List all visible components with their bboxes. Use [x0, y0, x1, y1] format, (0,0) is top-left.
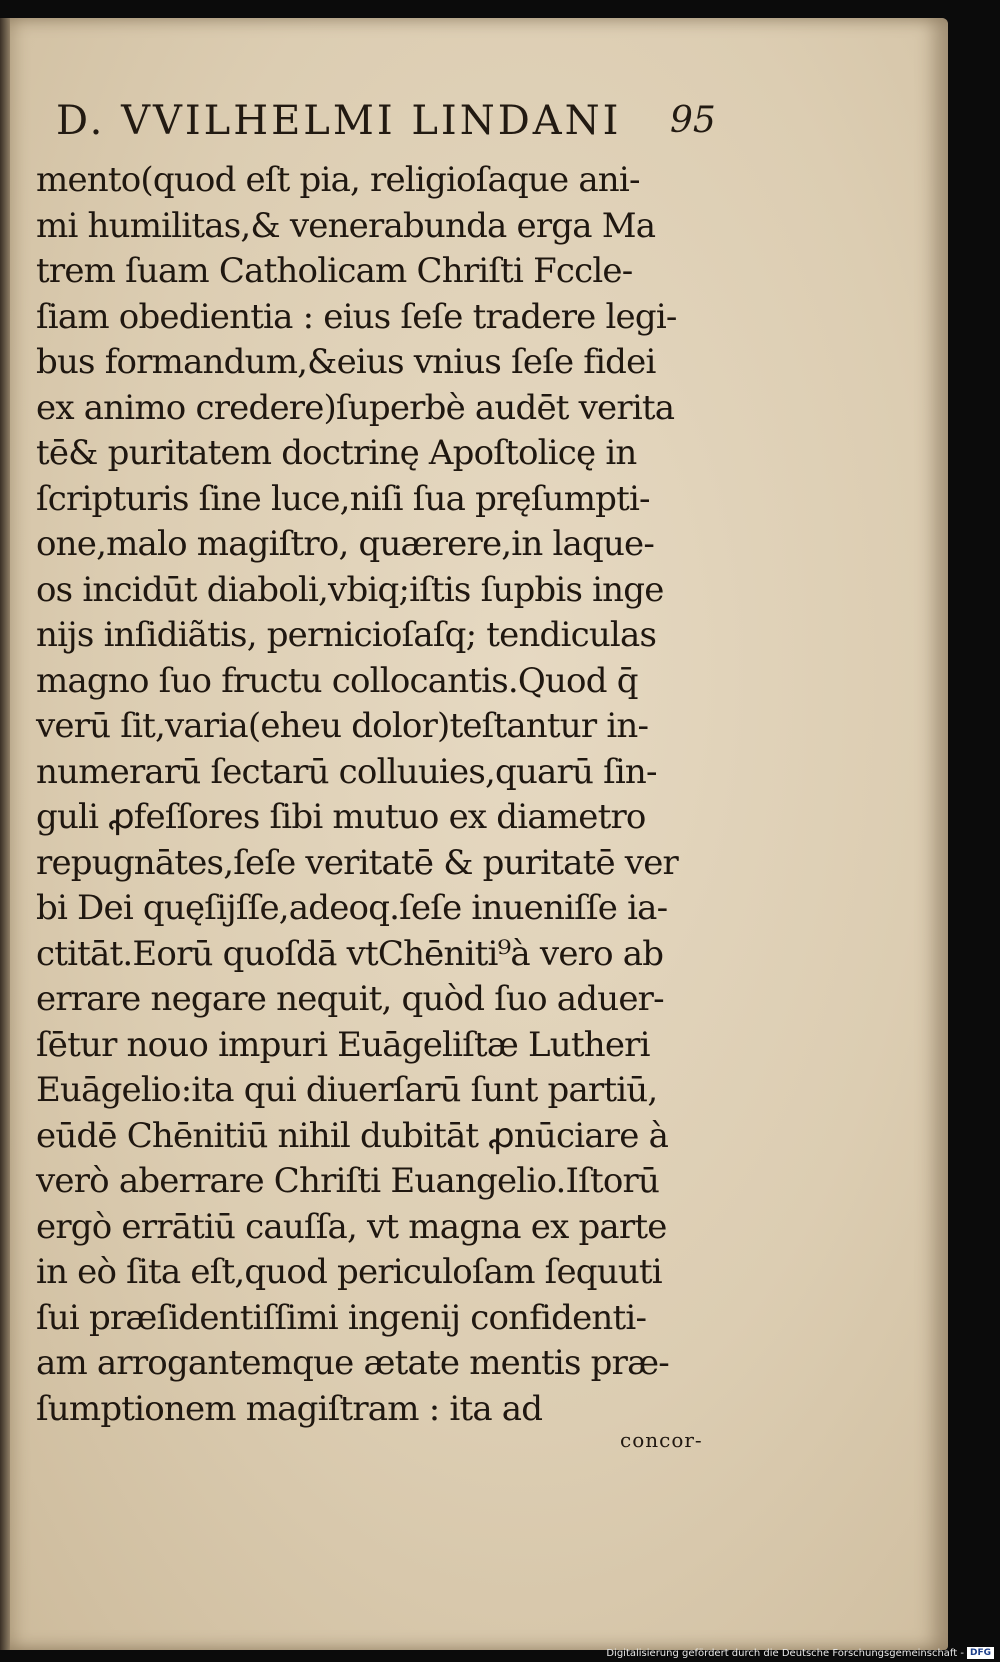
- text-line: ſui præſidentiſſimi ingenij confidenti-: [36, 1297, 647, 1338]
- text-line: verò aberrare Chriſti Euangelio.Iſtorū: [36, 1161, 660, 1201]
- credit-text: Digitalisierung gefördert durch die Deutsche Forschungsgemeinschaft -: [606, 1647, 964, 1659]
- text-line: trem ſuam Catholicam Chriſti Fccle-: [36, 251, 633, 291]
- text-line: Euāgelio:ita qui diuerſarū ſunt partiū,: [36, 1070, 658, 1110]
- text-line: guli ꝓfeſſores ſibi mutuo ex diametro: [36, 797, 646, 837]
- text-line: nijs inſidiãtis, pernicioſaſq; tendiculas: [36, 615, 657, 655]
- dfg-logo-icon: DFG: [967, 1647, 994, 1659]
- text-line: magno ſuo fructu collocantis.Quod q̄: [36, 660, 638, 701]
- text-line: repugnātes,ſeſe veritatē & puritatē ver: [36, 842, 678, 883]
- text-line: os incidūt diaboli,vbiq;iſtis ſupbis inge: [36, 569, 664, 610]
- text-line: verū ſit,varia(eheu dolor)teſtantur in-: [36, 706, 649, 746]
- text-line: in eò ſita eſt,quod periculoſam ſequuti: [36, 1252, 662, 1292]
- text-line: eūdē Chēnitiū nihil dubitāt ꝓnūciare à: [36, 1115, 669, 1156]
- text-line: ctitāt.Eorū quoſdā vtChēniti⁹à vero ab: [36, 933, 664, 974]
- text-line: am arrogantemque ætate mentis præ-: [36, 1343, 669, 1383]
- text-line: bi Dei quęſijſſe,adeoq.ſeſe inueniſſe ia-: [36, 888, 668, 928]
- text-line: ergò errātiū cauſſa, vt magna ex parte: [36, 1206, 667, 1247]
- running-head: D. VVILHELMI LINDANI: [56, 98, 622, 144]
- digitization-credit: [606, 1646, 994, 1660]
- text-line: one,malo magiſtro, quærere,in laque-: [36, 524, 655, 564]
- text-line: mi humilitas,& venerabunda erga Ma: [36, 205, 656, 246]
- text-line: ſiam obedientia : eius ſeſe tradere legi-: [36, 296, 677, 337]
- text-line: mento(quod eſt pia, religioſaque ani-: [36, 160, 640, 200]
- text-line: ſētur nouo impuri Euāgeliſtæ Lutheri: [36, 1024, 650, 1065]
- text-line: ex animo credere)ſuperbè audēt verita: [36, 387, 675, 428]
- text-line: errare negare nequit, quòd ſuo aduer-: [36, 979, 664, 1019]
- text-line: bus formandum,&eius vnius ſeſe fidei: [36, 342, 656, 382]
- catchword: concor-: [620, 1428, 703, 1452]
- text-line: numerarū ſectarū colluuies,quarū ſin-: [36, 751, 657, 792]
- text-line: tē& puritatem doctrinę Apoſtolicę in: [36, 433, 637, 473]
- body-text: [36, 158, 736, 1432]
- page-number: 95: [670, 100, 716, 141]
- text-line: ſumptionem magiſtram : ita ad: [36, 1388, 543, 1429]
- text-line: ſcripturis ſine luce,niſi ſua pręſumpti-: [36, 478, 650, 519]
- page-gutter-edge: [0, 18, 10, 1650]
